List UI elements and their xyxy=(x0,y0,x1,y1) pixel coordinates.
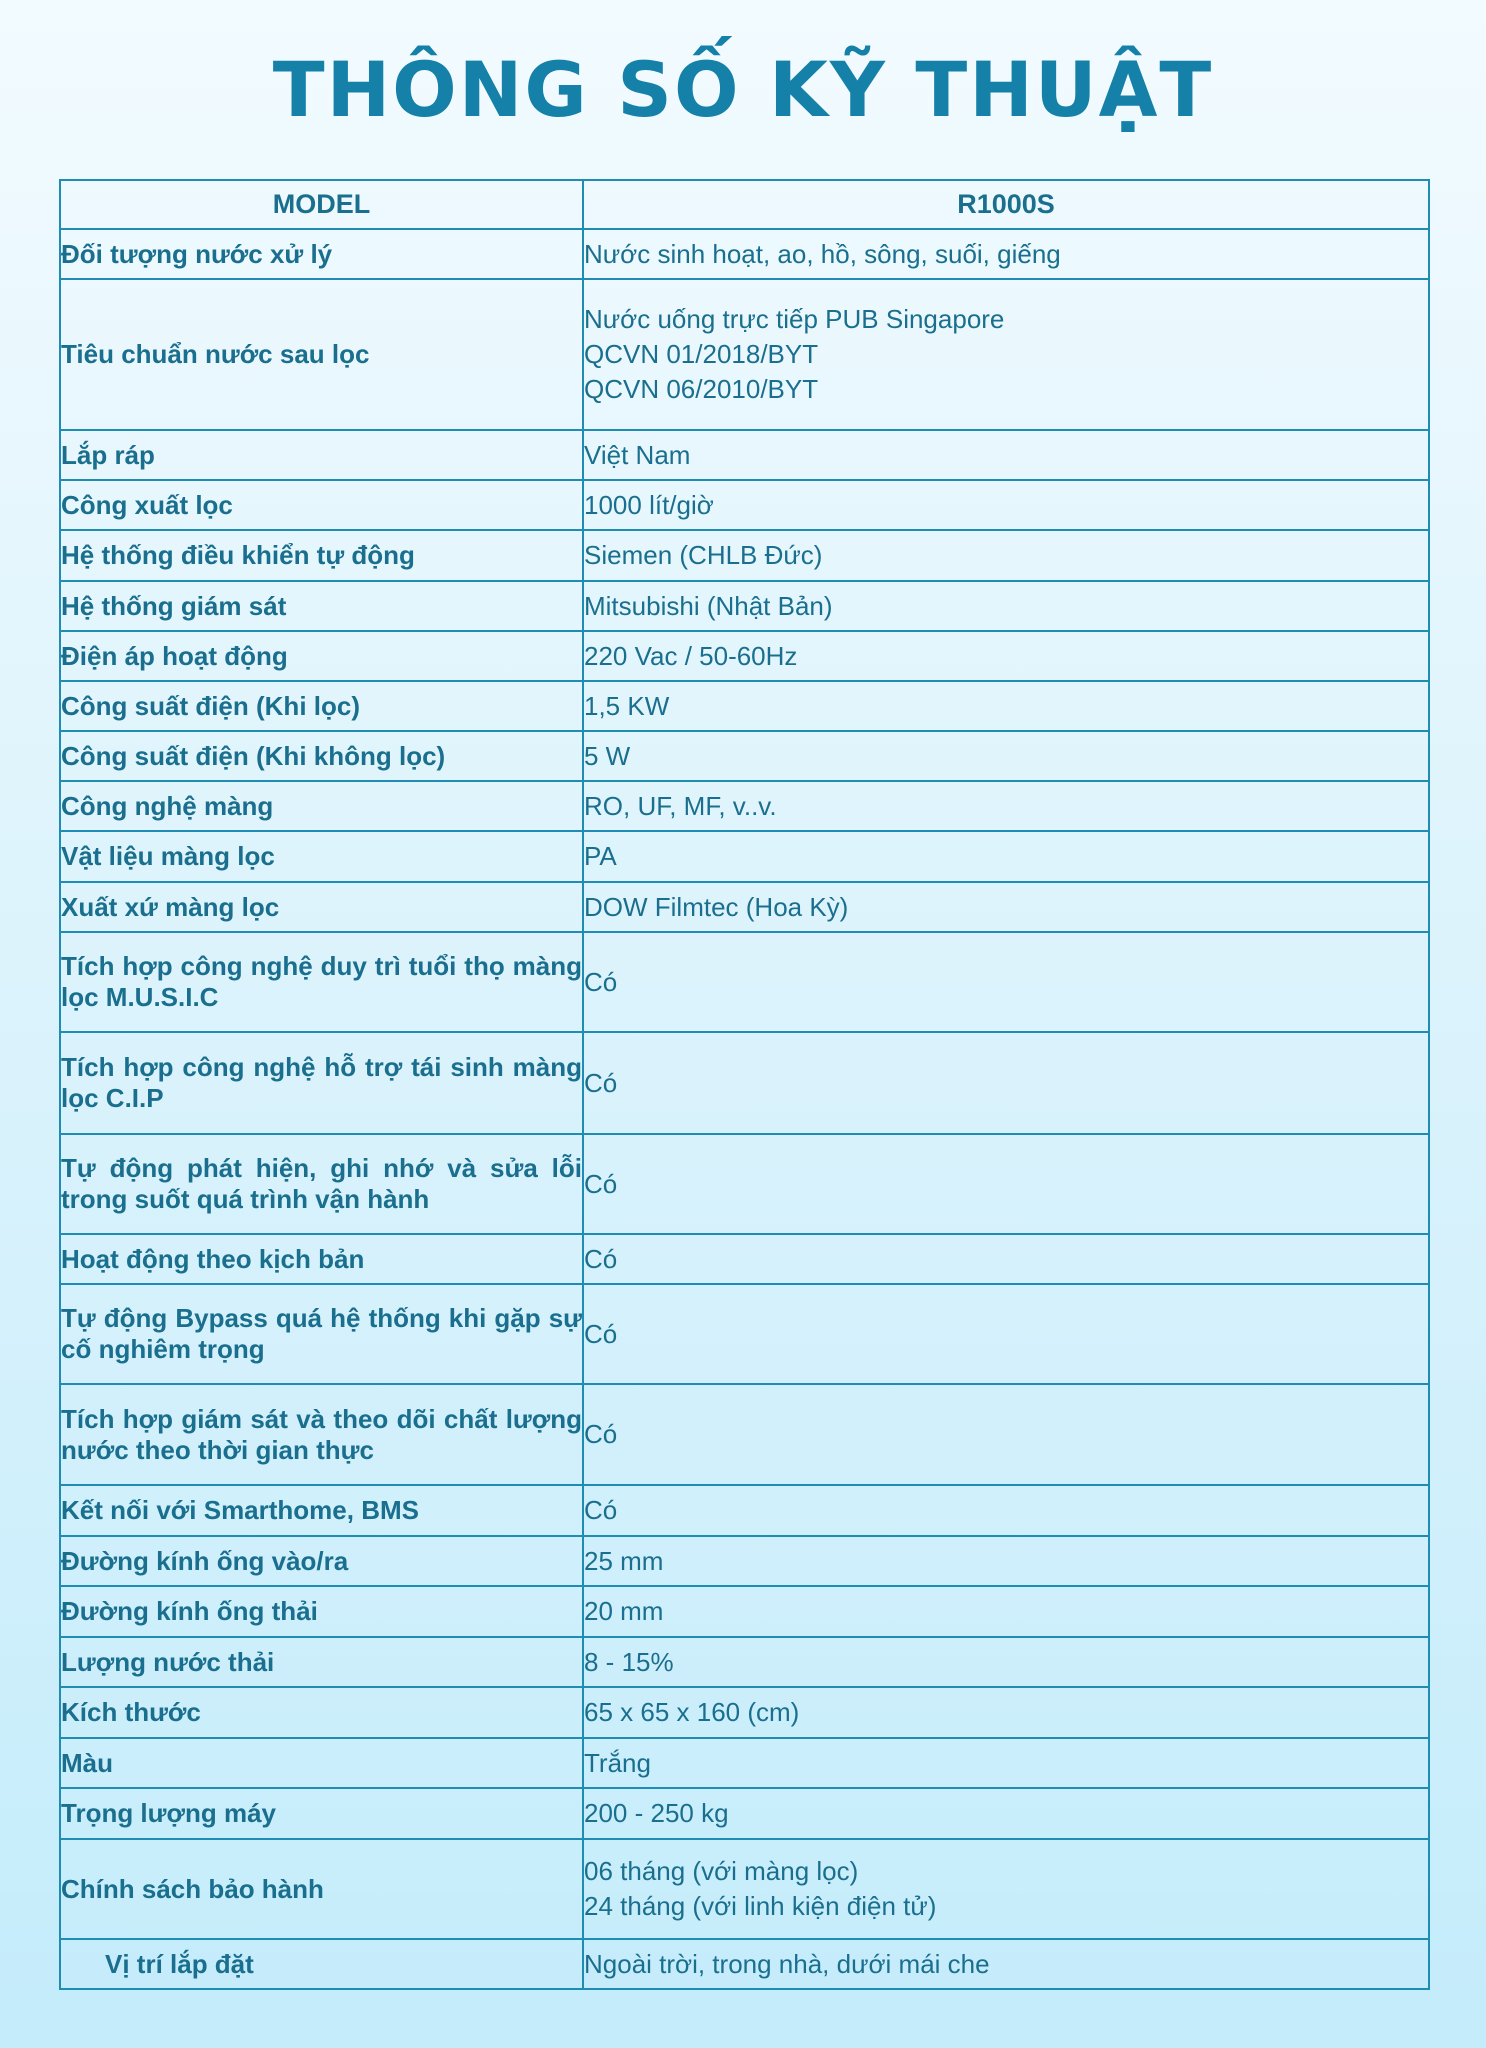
spec-value-line: 1,5 KW xyxy=(584,690,670,721)
table-row xyxy=(60,530,1429,581)
spec-value-line: 200 - 250 kg xyxy=(584,1798,729,1828)
spec-value xyxy=(583,1536,1429,1586)
spec-value-line: Có xyxy=(584,966,618,997)
spec-value-line: QCVN 06/2010/BYT xyxy=(584,374,819,404)
spec-label: Công suất điện (Khi không lọc) xyxy=(60,731,583,781)
spec-label: Lượng nước thải xyxy=(60,1637,583,1687)
table-row xyxy=(60,229,1429,279)
spec-value-line: 5 W xyxy=(584,740,631,771)
spec-value xyxy=(583,1839,1429,1939)
spec-value xyxy=(583,1738,1429,1788)
spec-value-line: 24 tháng (với linh kiện điện tử) xyxy=(584,1891,937,1921)
spec-value xyxy=(583,882,1429,932)
spec-value-line: Trắng xyxy=(584,1747,651,1778)
table-row xyxy=(60,581,1429,631)
spec-value-line: Siemen (CHLB Đức) xyxy=(584,540,823,570)
spec-value-line: DOW Filmtec (Hoa Kỳ) xyxy=(584,891,849,922)
model-header: MODEL xyxy=(60,180,583,229)
spec-label: Xuất xứ màng lọc xyxy=(60,882,583,932)
model-value-header: R1000S xyxy=(583,180,1429,229)
spec-value xyxy=(583,229,1429,279)
table-row xyxy=(60,731,1429,781)
spec-value xyxy=(583,1134,1429,1234)
table-row xyxy=(60,1284,1429,1384)
spec-label: Màu xyxy=(60,1738,583,1788)
spec-label: Lắp ráp xyxy=(60,430,583,480)
spec-label: Hoạt động theo kịch bản xyxy=(60,1234,583,1284)
spec-value-line: Có xyxy=(584,1067,618,1098)
table-row xyxy=(60,1939,1429,1989)
spec-value xyxy=(583,631,1429,681)
spec-value-line: 8 - 15% xyxy=(584,1646,674,1677)
spec-label: Công suất điện (Khi lọc) xyxy=(60,681,583,731)
spec-label: Vật liệu màng lọc xyxy=(60,831,583,882)
spec-value xyxy=(583,1637,1429,1687)
spec-value-line: Có xyxy=(584,1168,618,1199)
spec-label: Trọng lượng máy xyxy=(60,1788,583,1839)
spec-value-line: 06 tháng (với màng lọc) xyxy=(584,1856,859,1886)
spec-value xyxy=(583,1234,1429,1284)
table-row xyxy=(60,1738,1429,1788)
spec-value xyxy=(583,831,1429,882)
table-row xyxy=(60,1586,1429,1637)
table-row xyxy=(60,1032,1429,1134)
table-row xyxy=(60,781,1429,831)
table-row xyxy=(60,1637,1429,1687)
spec-value-line: Có xyxy=(584,1243,618,1274)
spec-value xyxy=(583,1284,1429,1384)
table-row xyxy=(60,631,1429,681)
spec-label: Đường kính ống vào/ra xyxy=(60,1536,583,1586)
spec-value xyxy=(583,1939,1429,1989)
spec-value-line: Nước uống trực tiếp PUB Singapore xyxy=(584,304,1005,334)
table-row xyxy=(60,480,1429,530)
spec-label: Tích hợp giám sát và theo dõi chất lượng nước theo thời gian thực xyxy=(60,1384,583,1485)
spec-label: Tự động phát hiện, ghi nhớ và sửa lỗi trong suốt quá trình vận hành xyxy=(60,1134,583,1234)
spec-value xyxy=(583,1687,1429,1738)
spec-table xyxy=(59,179,1430,1990)
spec-label: Vị trí lắp đặt xyxy=(60,1939,583,1989)
table-row xyxy=(60,831,1429,882)
spec-value-line: Có xyxy=(584,1495,618,1525)
table-row xyxy=(60,1234,1429,1284)
page-title: THÔNG SỐ KỸ THUẬT xyxy=(272,45,1214,134)
spec-label: Đối tượng nước xử lý xyxy=(60,229,583,279)
spec-value xyxy=(583,681,1429,731)
spec-value-line: Mitsubishi (Nhật Bản) xyxy=(584,590,833,621)
spec-value xyxy=(583,480,1429,530)
spec-value xyxy=(583,430,1429,480)
table-header-row xyxy=(60,180,1429,229)
table-row xyxy=(60,1839,1429,1939)
spec-label: Kích thước xyxy=(60,1687,583,1738)
table-row xyxy=(60,1536,1429,1586)
spec-label: Tích hợp công nghệ duy trì tuổi thọ màng lọc M.U.S.I.C xyxy=(60,932,583,1032)
table-row xyxy=(60,1788,1429,1839)
spec-table-body xyxy=(60,229,1429,1989)
spec-label: Hệ thống điều khiển tự động xyxy=(60,530,583,581)
table-row xyxy=(60,1485,1429,1536)
table-row xyxy=(60,681,1429,731)
spec-value-line: 1000 lít/giờ xyxy=(584,489,714,520)
spec-label: Công nghệ màng xyxy=(60,781,583,831)
spec-label: Tiêu chuẩn nước sau lọc xyxy=(60,279,583,430)
spec-value-line: 25 mm xyxy=(584,1545,664,1576)
spec-value-line: Có xyxy=(584,1318,618,1349)
spec-label: Tích hợp công nghệ hỗ trợ tái sinh màng lọc C.I.P xyxy=(60,1032,583,1134)
table-row xyxy=(60,1384,1429,1485)
spec-value-line: Có xyxy=(584,1419,618,1449)
spec-value-line: Ngoài trời, trong nhà, dưới mái che xyxy=(584,1948,990,1979)
table-row xyxy=(60,882,1429,932)
table-row xyxy=(60,932,1429,1032)
spec-value-line: QCVN 01/2018/BYT xyxy=(584,339,819,369)
spec-value xyxy=(583,1384,1429,1485)
spec-value xyxy=(583,1788,1429,1839)
table-row xyxy=(60,1687,1429,1738)
spec-value xyxy=(583,279,1429,430)
spec-label: Chính sách bảo hành xyxy=(60,1839,583,1939)
spec-value xyxy=(583,530,1429,581)
spec-value xyxy=(583,781,1429,831)
spec-label: Đường kính ống thải xyxy=(60,1586,583,1637)
spec-value xyxy=(583,932,1429,1032)
spec-value-line: Nước sinh hoạt, ao, hồ, sông, suối, giếng xyxy=(584,238,1061,269)
spec-value-line: 220 Vac / 50-60Hz xyxy=(584,640,798,671)
table-row xyxy=(60,279,1429,430)
spec-value xyxy=(583,1586,1429,1637)
spec-label: Kết nối với Smarthome, BMS xyxy=(60,1485,583,1536)
spec-value xyxy=(583,581,1429,631)
spec-label: Công xuất lọc xyxy=(60,480,583,530)
spec-value-line: 20 mm xyxy=(584,1596,664,1626)
spec-label: Hệ thống giám sát xyxy=(60,581,583,631)
spec-value-line: RO, UF, MF, v..v. xyxy=(584,790,777,821)
spec-value xyxy=(583,731,1429,781)
table-row xyxy=(60,430,1429,480)
spec-label: Tự động Bypass quá hệ thống khi gặp sự cố nghiêm trọng xyxy=(60,1284,583,1384)
spec-value-line: Việt Nam xyxy=(584,439,691,470)
spec-value xyxy=(583,1032,1429,1134)
spec-value-line: 65 x 65 x 160 (cm) xyxy=(584,1697,800,1727)
spec-value-line: PA xyxy=(584,841,617,871)
spec-value xyxy=(583,1485,1429,1536)
table-row xyxy=(60,1134,1429,1234)
spec-label: Điện áp hoạt động xyxy=(60,631,583,681)
